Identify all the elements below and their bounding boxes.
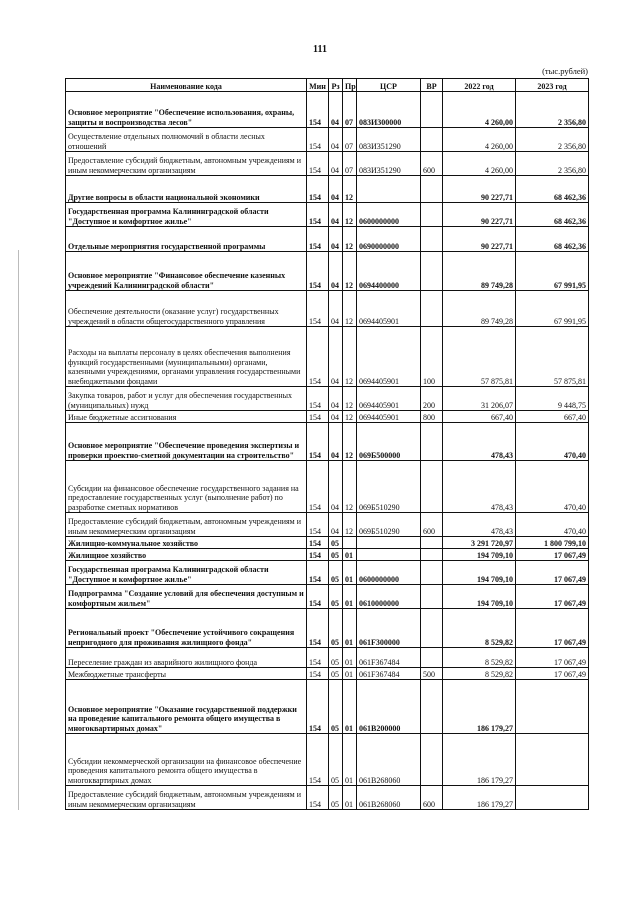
cell-vr: 200 <box>421 387 443 411</box>
cell-csr <box>357 549 421 561</box>
header-rz: Рз <box>329 79 343 92</box>
cell-2022: 31 206,07 <box>443 387 516 411</box>
cell-min: 154 <box>307 461 329 513</box>
cell-name: Основное мероприятие "Обеспечение использования, охраны, защиты и воспроизводства лесов" <box>66 92 307 128</box>
cell-vr <box>421 291 443 327</box>
cell-csr: 061F300000 <box>357 609 421 648</box>
cell-2022: 89 749,28 <box>443 252 516 291</box>
cell-rz: 05 <box>329 668 343 680</box>
cell-pr: 01 <box>343 549 357 561</box>
table-row <box>66 561 589 585</box>
cell-2022: 8 529,82 <box>443 668 516 680</box>
cell-2022: 186 179,27 <box>443 680 516 734</box>
header-csr: ЦСР <box>357 79 421 92</box>
table-row <box>66 680 589 734</box>
cell-min: 154 <box>307 680 329 734</box>
cell-min: 154 <box>307 585 329 609</box>
table-row <box>66 387 589 411</box>
header-2022: 2022 год <box>443 79 516 92</box>
cell-2022: 194 709,10 <box>443 549 516 561</box>
cell-min: 154 <box>307 227 329 252</box>
cell-rz: 04 <box>329 92 343 128</box>
cell-min: 154 <box>307 734 329 786</box>
cell-pr: 01 <box>343 786 357 810</box>
cell-vr: 100 <box>421 327 443 387</box>
cell-name: Государственная программа Калининградской области "Доступное и комфортное жилье" <box>66 561 307 585</box>
cell-2023 <box>516 680 589 734</box>
cell-min: 154 <box>307 609 329 648</box>
cell-rz: 05 <box>329 585 343 609</box>
table-row <box>66 668 589 680</box>
cell-2022: 4 260,00 <box>443 128 516 152</box>
cell-pr: 01 <box>343 734 357 786</box>
cell-2023 <box>516 786 589 810</box>
cell-min: 154 <box>307 537 329 549</box>
cell-2022: 90 227,71 <box>443 203 516 227</box>
cell-rz: 04 <box>329 203 343 227</box>
table-row <box>66 609 589 648</box>
cell-csr: 0694405901 <box>357 291 421 327</box>
cell-rz: 04 <box>329 128 343 152</box>
cell-2023: 667,40 <box>516 411 589 423</box>
cell-csr: 061B268060 <box>357 786 421 810</box>
cell-2022: 90 227,71 <box>443 176 516 203</box>
cell-name: Жилищно-коммунальное хозяйство <box>66 537 307 549</box>
cell-rz: 04 <box>329 461 343 513</box>
cell-min: 154 <box>307 549 329 561</box>
cell-rz: 05 <box>329 537 343 549</box>
cell-vr <box>421 227 443 252</box>
cell-csr: 069Б510290 <box>357 461 421 513</box>
cell-csr: 0600000000 <box>357 561 421 585</box>
table-row <box>66 176 589 203</box>
cell-rz: 05 <box>329 680 343 734</box>
cell-vr <box>421 648 443 668</box>
cell-csr: 061B200000 <box>357 680 421 734</box>
cell-2022: 89 749,28 <box>443 291 516 327</box>
cell-rz: 04 <box>329 387 343 411</box>
table-row <box>66 252 589 291</box>
cell-2022: 4 260,00 <box>443 152 516 176</box>
cell-2023: 68 462,36 <box>516 203 589 227</box>
header-name: Наименование кода <box>66 79 307 92</box>
cell-name: Основное мероприятие "Оказание государственной поддержки на проведение капитального ремонта общего имущества в многоквартирных домах" <box>66 680 307 734</box>
cell-2023: 68 462,36 <box>516 176 589 203</box>
cell-name: Отдельные мероприятия государственной программы <box>66 227 307 252</box>
cell-2022: 194 709,10 <box>443 585 516 609</box>
cell-2023: 17 067,49 <box>516 648 589 668</box>
header-min: Мин <box>307 79 329 92</box>
cell-csr: 083И351290 <box>357 152 421 176</box>
cell-csr: 0600000000 <box>357 203 421 227</box>
cell-2023: 67 991,95 <box>516 291 589 327</box>
cell-vr <box>421 609 443 648</box>
cell-vr <box>421 461 443 513</box>
cell-csr: 0690000000 <box>357 227 421 252</box>
cell-vr <box>421 561 443 585</box>
cell-name: Основное мероприятие "Обеспечение проведения экспертизы и проверки проектно-сметной документации на строительство" <box>66 423 307 461</box>
cell-name: Государственная программа Калининградской области "Доступное и комфортное жилье" <box>66 203 307 227</box>
cell-min: 154 <box>307 668 329 680</box>
cell-pr: 12 <box>343 203 357 227</box>
cell-csr <box>357 176 421 203</box>
cell-min: 154 <box>307 252 329 291</box>
table-row <box>66 411 589 423</box>
cell-2023: 17 067,49 <box>516 668 589 680</box>
cell-pr: 12 <box>343 227 357 252</box>
table-row <box>66 734 589 786</box>
cell-pr: 01 <box>343 648 357 668</box>
cell-2023: 2 356,80 <box>516 128 589 152</box>
cell-min: 154 <box>307 786 329 810</box>
cell-2023: 2 356,80 <box>516 92 589 128</box>
cell-rz: 05 <box>329 549 343 561</box>
cell-name: Закупка товаров, работ и услуг для обеспечения государственных (муниципальных) нужд <box>66 387 307 411</box>
cell-2022: 8 529,82 <box>443 648 516 668</box>
cell-csr: 0694400000 <box>357 252 421 291</box>
table-row <box>66 549 589 561</box>
table-row <box>66 423 589 461</box>
cell-pr: 01 <box>343 585 357 609</box>
cell-min: 154 <box>307 176 329 203</box>
cell-2023: 67 991,95 <box>516 252 589 291</box>
cell-pr: 01 <box>343 609 357 648</box>
table-body <box>66 92 589 810</box>
cell-name: Субсидии некоммерческой организации на финансовое обеспечение проведения капитального ремонта общего имущества в многоквартирных домах <box>66 734 307 786</box>
table-header-row <box>66 79 589 92</box>
cell-pr: 12 <box>343 461 357 513</box>
cell-pr: 12 <box>343 252 357 291</box>
cell-pr: 12 <box>343 387 357 411</box>
table-row <box>66 227 589 252</box>
cell-min: 154 <box>307 152 329 176</box>
table-row <box>66 203 589 227</box>
cell-pr: 12 <box>343 291 357 327</box>
cell-min: 154 <box>307 513 329 537</box>
cell-rz: 05 <box>329 786 343 810</box>
cell-name: Субсидии на финансовое обеспечение государственного задания на предоставление государственных услуг (выполнение работ) по разработке сметных нормативов <box>66 461 307 513</box>
cell-min: 154 <box>307 327 329 387</box>
cell-vr <box>421 585 443 609</box>
cell-pr: 01 <box>343 668 357 680</box>
cell-csr <box>357 537 421 549</box>
cell-csr: 083И300000 <box>357 92 421 128</box>
cell-name: Подпрограмма "Создание условий для обеспечения доступным и комфортным жильем" <box>66 585 307 609</box>
cell-2023: 17 067,49 <box>516 549 589 561</box>
cell-csr: 0694405901 <box>357 327 421 387</box>
cell-name: Иные бюджетные ассигнования <box>66 411 307 423</box>
cell-rz: 04 <box>329 252 343 291</box>
page-number: 111 <box>313 44 327 55</box>
cell-rz: 05 <box>329 609 343 648</box>
cell-rz: 04 <box>329 291 343 327</box>
cell-rz: 04 <box>329 152 343 176</box>
cell-csr: 061F367484 <box>357 668 421 680</box>
cell-pr: 01 <box>343 561 357 585</box>
cell-2023: 17 067,49 <box>516 585 589 609</box>
cell-2023: 1 800 799,10 <box>516 537 589 549</box>
cell-min: 154 <box>307 423 329 461</box>
cell-csr: 061F367484 <box>357 648 421 668</box>
cell-csr: 061B268060 <box>357 734 421 786</box>
cell-2022: 186 179,27 <box>443 786 516 810</box>
cell-2023: 470,40 <box>516 423 589 461</box>
cell-name: Осуществление отдельных полномочий в области лесных отношений <box>66 128 307 152</box>
cell-2022: 478,43 <box>443 513 516 537</box>
cell-rz: 05 <box>329 648 343 668</box>
cell-2022: 57 875,81 <box>443 327 516 387</box>
cell-csr: 069Б510290 <box>357 513 421 537</box>
cell-2023: 68 462,36 <box>516 227 589 252</box>
cell-vr <box>421 252 443 291</box>
cell-rz: 04 <box>329 423 343 461</box>
cell-rz: 04 <box>329 411 343 423</box>
cell-min: 154 <box>307 648 329 668</box>
cell-name: Предоставление субсидий бюджетным, автономным учреждениям и иным некоммерческим организациям <box>66 786 307 810</box>
cell-vr <box>421 176 443 203</box>
cell-vr <box>421 537 443 549</box>
cell-vr <box>421 423 443 461</box>
cell-pr: 12 <box>343 423 357 461</box>
cell-2022: 90 227,71 <box>443 227 516 252</box>
scan-margin-line <box>18 250 19 810</box>
cell-2022: 478,43 <box>443 423 516 461</box>
header-pr: Пр <box>343 79 357 92</box>
cell-pr: 12 <box>343 176 357 203</box>
cell-2023: 470,40 <box>516 513 589 537</box>
table-row <box>66 786 589 810</box>
cell-vr <box>421 680 443 734</box>
cell-pr: 01 <box>343 680 357 734</box>
cell-rz: 04 <box>329 227 343 252</box>
cell-csr: 0610000000 <box>357 585 421 609</box>
cell-csr: 0694405901 <box>357 411 421 423</box>
cell-name: Обеспечение деятельности (оказание услуг) государственных учреждений в области общегосударственного управления <box>66 291 307 327</box>
cell-rz: 05 <box>329 734 343 786</box>
cell-2023: 2 356,80 <box>516 152 589 176</box>
table-row <box>66 128 589 152</box>
cell-2023: 9 448,75 <box>516 387 589 411</box>
cell-pr: 12 <box>343 513 357 537</box>
cell-name: Основное мероприятие "Финансовое обеспечение казенных учреждений Калининградской области" <box>66 252 307 291</box>
cell-pr: 07 <box>343 92 357 128</box>
cell-2022: 667,40 <box>443 411 516 423</box>
units-label: (тыс.рублей) <box>542 66 588 76</box>
cell-name: Предоставление субсидий бюджетным, автономным учреждениям и иным некоммерческим организациям <box>66 513 307 537</box>
cell-name: Переселение граждан из аварийного жилищного фонда <box>66 648 307 668</box>
cell-2023: 57 875,81 <box>516 327 589 387</box>
cell-min: 154 <box>307 291 329 327</box>
cell-2022: 4 260,00 <box>443 92 516 128</box>
cell-min: 154 <box>307 411 329 423</box>
cell-name: Жилищное хозяйство <box>66 549 307 561</box>
cell-pr <box>343 537 357 549</box>
cell-2023: 470,40 <box>516 461 589 513</box>
header-2023: 2023 год <box>516 79 589 92</box>
cell-vr <box>421 203 443 227</box>
table-row <box>66 513 589 537</box>
cell-pr: 07 <box>343 152 357 176</box>
cell-2022: 8 529,82 <box>443 609 516 648</box>
cell-vr: 600 <box>421 786 443 810</box>
cell-2022: 478,43 <box>443 461 516 513</box>
cell-2023 <box>516 734 589 786</box>
cell-rz: 04 <box>329 176 343 203</box>
cell-vr: 600 <box>421 152 443 176</box>
table-row <box>66 92 589 128</box>
cell-vr <box>421 734 443 786</box>
cell-min: 154 <box>307 92 329 128</box>
cell-2022: 3 291 720,97 <box>443 537 516 549</box>
cell-name: Расходы на выплаты персоналу в целях обеспечения выполнения функций государственными (муниципальными) органами, казенными учреждениями, органами управления государственными внебюджетными фондами <box>66 327 307 387</box>
cell-2023: 17 067,49 <box>516 561 589 585</box>
cell-2022: 186 179,27 <box>443 734 516 786</box>
table-row <box>66 585 589 609</box>
cell-min: 154 <box>307 128 329 152</box>
cell-min: 154 <box>307 387 329 411</box>
cell-pr: 12 <box>343 327 357 387</box>
cell-csr: 069Б500000 <box>357 423 421 461</box>
table-row <box>66 291 589 327</box>
cell-name: Предоставление субсидий бюджетным, автономным учреждениям и иным некоммерческим организациям <box>66 152 307 176</box>
cell-name: Межбюджетные трансферты <box>66 668 307 680</box>
cell-min: 154 <box>307 203 329 227</box>
table-row <box>66 648 589 668</box>
table-row <box>66 461 589 513</box>
cell-2023: 17 067,49 <box>516 609 589 648</box>
cell-vr: 800 <box>421 411 443 423</box>
cell-name: Другие вопросы в области национальной экономики <box>66 176 307 203</box>
cell-rz: 05 <box>329 561 343 585</box>
table-row <box>66 152 589 176</box>
cell-min: 154 <box>307 561 329 585</box>
cell-rz: 04 <box>329 327 343 387</box>
cell-name: Региональный проект "Обеспечение устойчивого сокращения непригодного для проживания жилищного фонда" <box>66 609 307 648</box>
budget-table <box>65 78 589 810</box>
cell-2022: 194 709,10 <box>443 561 516 585</box>
cell-vr: 500 <box>421 668 443 680</box>
cell-vr <box>421 128 443 152</box>
header-vr: ВР <box>421 79 443 92</box>
cell-vr: 600 <box>421 513 443 537</box>
table-row <box>66 537 589 549</box>
table-row <box>66 327 589 387</box>
cell-vr <box>421 549 443 561</box>
cell-pr: 07 <box>343 128 357 152</box>
cell-pr: 12 <box>343 411 357 423</box>
cell-vr <box>421 92 443 128</box>
cell-rz: 04 <box>329 513 343 537</box>
cell-csr: 083И351290 <box>357 128 421 152</box>
cell-csr: 0694405901 <box>357 387 421 411</box>
